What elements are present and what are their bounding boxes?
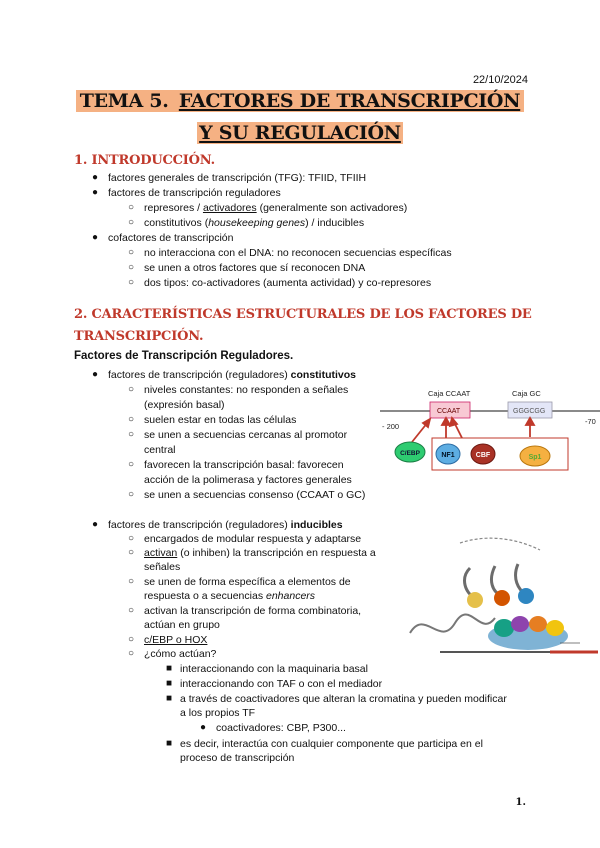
bullet-circle: ○ [128, 202, 135, 213]
position-right: -70 [585, 417, 596, 426]
transcription-machinery-illustration [400, 528, 598, 668]
bullet-circle: ○ [128, 247, 135, 258]
list-item: represores / activadores (generalmente son activadores) [144, 202, 408, 214]
subheading: Factores de Transcripción Reguladores. [74, 350, 294, 362]
list-item: c/EBP o HOX [144, 634, 208, 646]
list-item: factores de transcripción reguladores [108, 187, 281, 199]
list-item-continuation: acción de la polimerasa y factores generales [144, 474, 352, 486]
title-prefix: TEMA 5. [79, 90, 175, 112]
section2-heading-line1: 2. CARACTERÍSTICAS ESTRUCTURALES DE LOS FACTORES DE [74, 307, 532, 322]
bullet-circle: ○ [128, 547, 135, 558]
mediator-yellow [546, 620, 564, 636]
list-item-continuation: (expresión basal) [144, 399, 225, 411]
list-item: favorecen la transcripción basal: favorecen [144, 459, 344, 471]
bullet-circle: ○ [128, 414, 135, 425]
list-item: activan la transcripción de forma combinatoria, [144, 605, 362, 617]
list-item: cofactores de transcripción [108, 232, 234, 244]
list-item: factores de transcripción (reguladores) inducibles [108, 519, 343, 531]
bullet-disc: ● [92, 369, 99, 380]
mediator-orange [529, 616, 547, 632]
bullet-disc: ● [92, 172, 99, 183]
bullet-disc: ● [200, 722, 207, 733]
bullet-square: ■ [166, 678, 173, 689]
bullet-disc: ● [92, 232, 99, 243]
list-item: coactivadores: CBP, P300... [216, 722, 346, 734]
bullet-circle: ○ [128, 459, 135, 470]
list-item: interaccionando con TAF o con el mediador [180, 678, 383, 690]
list-item-continuation: actúan en grupo [144, 619, 220, 631]
list-item: es decir, interactúa con cualquier componente que participa en el [180, 738, 483, 750]
enhancer-dna [460, 538, 540, 550]
title-underlined: FACTORES DE TRANSCRIPCIÓN [178, 90, 521, 112]
bullet-square: ■ [166, 738, 173, 749]
list-item: factores generales de transcripción (TFG): TFIID, TFIIH [108, 172, 367, 184]
dna-loop [410, 614, 495, 633]
bullet-circle: ○ [128, 277, 135, 288]
bullet-square: ■ [166, 693, 173, 704]
list-item: se unen a secuencias consenso (CCAAT o GC) [144, 489, 366, 501]
list-item: interaccionando con la maquinaria basal [180, 663, 368, 675]
factor-sp1-label: Sp1 [528, 454, 542, 461]
factor-cbf-label: CBF [475, 452, 491, 459]
list-item: factores de transcripción (reguladores) constitutivos [108, 369, 357, 381]
bullet-circle: ○ [128, 605, 135, 616]
mediator-green [494, 619, 514, 637]
bullet-square: ■ [166, 663, 173, 674]
bullet-circle: ○ [128, 384, 135, 395]
section2-heading-line2: TRANSCRIPCIÓN. [74, 329, 204, 344]
list-item: se unen de forma específica a elementos de [144, 576, 351, 588]
list-item: ¿cómo actúan? [144, 648, 217, 660]
list-item: encargados de modular respuesta y adaptarse [144, 533, 362, 545]
position-left: - 200 [382, 422, 400, 431]
title-line2: Y SU REGULACIÓN [199, 122, 401, 144]
activator-yellow [467, 592, 483, 608]
list-item-continuation: respuesta o a secuencias enhancers [144, 590, 316, 602]
activator-blue [518, 588, 534, 604]
bullet-circle: ○ [128, 533, 135, 544]
activator-orange [494, 590, 510, 606]
list-item: niveles constantes: no responden a señales [144, 384, 349, 396]
gc-box-label: GGGCGG [513, 408, 546, 415]
bullet-circle: ○ [128, 429, 135, 440]
list-item: no interacciona con el DNA: no reconocen secuencias específicas [144, 247, 452, 259]
list-item: se unen a secuencias cercanas al promotor [144, 429, 348, 441]
label-ccaat: Caja CCAAT [428, 389, 471, 398]
bullet-disc: ● [92, 187, 99, 198]
list-item-continuation: proceso de transcripción [180, 752, 295, 764]
page-title-line2 [0, 120, 600, 146]
bullet-circle: ○ [128, 648, 135, 659]
section1-heading: 1. INTRODUCCIÓN. [74, 153, 215, 168]
bullet-circle: ○ [128, 262, 135, 273]
list-item: dos tipos: co-activadores (aumenta actividad) y co-represores [144, 277, 432, 289]
list-item: a través de coactivadores que alteran la cromatina y pueden modificar [180, 693, 507, 705]
list-item-continuation: central [144, 444, 176, 456]
bullet-circle: ○ [128, 576, 135, 587]
page-title-line1 [0, 88, 600, 114]
list-item-continuation: a los propios TF [180, 707, 256, 719]
list-item-continuation: señales [144, 561, 181, 573]
factor-cebp-label: C/EBP [400, 450, 420, 457]
bullet-circle: ○ [128, 217, 135, 228]
list-item: se unen a otros factores que sí reconocen DNA [144, 262, 366, 274]
factor-nf1-label: NF1 [441, 452, 455, 459]
list-item: constitutivos (housekeeping genes) / inducibles [144, 217, 365, 229]
date: 22/10/2024 [472, 74, 528, 86]
list-item: activan (o inhiben) la transcripción en respuesta a [144, 547, 376, 559]
label-gc: Caja GC [512, 389, 541, 398]
bullet-circle: ○ [128, 489, 135, 500]
promoter-diagram [380, 382, 600, 482]
bullet-disc: ● [92, 519, 99, 530]
bullet-circle: ○ [128, 634, 135, 645]
list-item: suelen estar en todas las células [144, 414, 297, 426]
mediator-purple [511, 616, 529, 632]
page-number: 1. [515, 797, 526, 808]
ccaat-box-label: CCAAT [437, 408, 461, 415]
